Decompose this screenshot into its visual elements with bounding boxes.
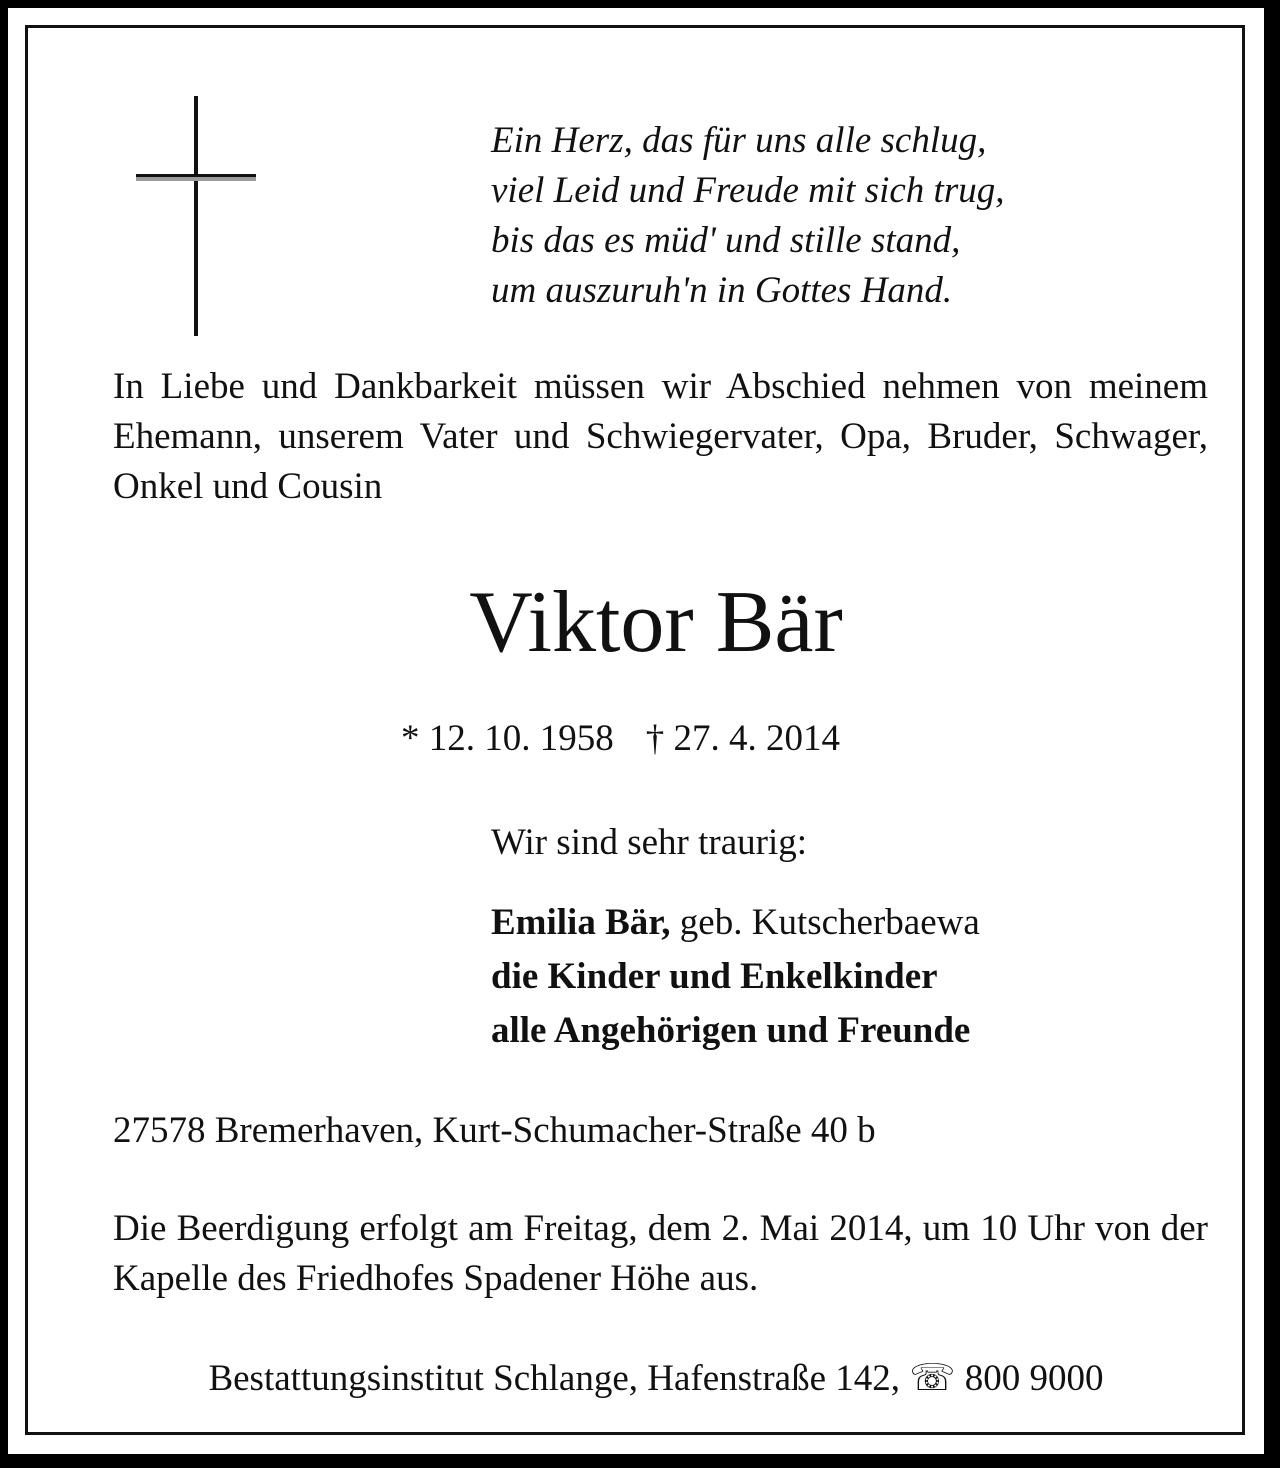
mourner-children: die Kinder und Enkelkinder [491, 956, 938, 997]
mourners-lead: Wir sind sehr traurig: [491, 822, 808, 863]
poem-line: um auszuruh'n in Gottes Hand. [491, 270, 953, 311]
telephone-icon: ☏ [909, 1358, 956, 1399]
poem-line: viel Leid und Freude mit sich trug, [491, 170, 1005, 211]
birth-date: * 12. 10. 1958 [401, 718, 614, 759]
deceased-name: Viktor Bär [469, 574, 843, 671]
cross-vertical-bar [194, 96, 198, 336]
poem-line: Ein Herz, das für uns alle schlug, [491, 120, 987, 161]
widow-maiden-name: geb. Kutscherbaewa [679, 902, 980, 943]
undertaker-text: Bestattungsinstitut Schlange, Hafenstraße 142, [208, 1358, 901, 1399]
obituary-card [8, 8, 1264, 1454]
undertaker-line [28, 1354, 1280, 1404]
mourner-relatives: alle Angehörigen und Freunde [491, 1010, 971, 1051]
undertaker-phone: 800 9000 [964, 1358, 1104, 1399]
intro-text: In Liebe und Dankbarkeit müssen wir Abschied nehmen von meinem Ehemann, unserem Vater und Schwiegervater, Opa, Bruder, Schwager, Onkel und Cousin [113, 366, 1208, 507]
widow-name: Emilia Bär, [491, 902, 671, 943]
poem [491, 116, 1004, 316]
death-date: † 27. 4. 2014 [645, 718, 840, 759]
poem-line: bis das es müd' und stille stand, [491, 220, 961, 261]
burial-notice: Die Beerdigung erfolgt am Freitag, dem 2. Mai 2014, um 10 Uhr von der Kapelle des Friedhofes Spadener Höhe aus. [113, 1208, 1208, 1299]
life-dates [401, 714, 840, 764]
mourners-list [491, 896, 980, 1058]
mourner-widow [491, 896, 980, 950]
cross-horizontal-bar [136, 174, 256, 181]
obituary-frame [25, 25, 1245, 1435]
family-address: 27578 Bremerhaven, Kurt-Schumacher-Straße 40 b [113, 1110, 876, 1151]
